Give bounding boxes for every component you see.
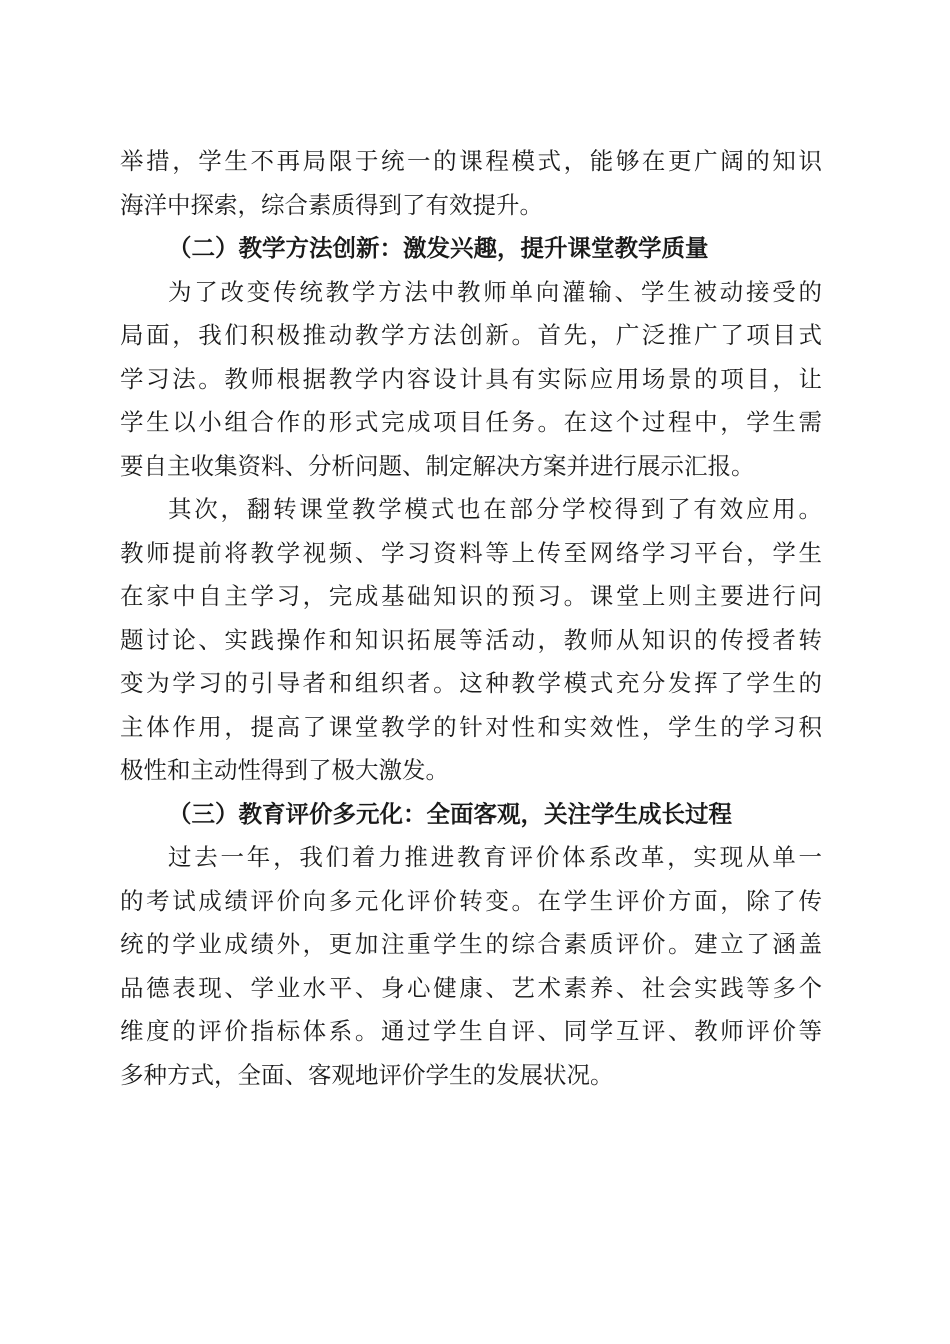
- paragraph-line: 的考试成绩评价向多元化评价转变。在学生评价方面，除了传: [120, 886, 822, 915]
- paragraph-line: 过去一年，我们着力推进教育评价体系改革，实现从单一: [168, 843, 822, 871]
- paragraph-line: 学习法。教师根据教学内容设计具有实际应用场景的项目，让: [120, 364, 822, 393]
- paragraph-line: 题讨论、实践操作和知识拓展等活动，教师从知识的传授者转: [120, 625, 822, 654]
- paragraph-line: 主体作用，提高了课堂教学的针对性和实效性，学生的学习积: [120, 712, 822, 741]
- paragraph-line: 海洋中探索，综合素质得到了有效提升。: [120, 190, 543, 219]
- paragraph-line: 为了改变传统教学方法中教师单向灌输、学生被动接受的: [168, 277, 822, 306]
- paragraph-line: 学生以小组合作的形式完成项目任务。在这个过程中，学生需: [120, 408, 822, 436]
- section-heading-3: （三）教育评价多元化：全面客观，关注学生成长过程: [168, 799, 732, 828]
- paragraph-line: 其次，翻转课堂教学模式也在部分学校得到了有效应用。: [168, 495, 822, 523]
- paragraph-line: 变为学习的引导者和组织者。这种教学模式充分发挥了学生的: [120, 669, 822, 697]
- paragraph-line: 教师提前将教学视频、学习资料等上传至网络学习平台，学生: [120, 538, 822, 567]
- section-heading-2: （二）教学方法创新：激发兴趣，提升课堂教学质量: [168, 234, 709, 262]
- paragraph-line: 在家中自主学习，完成基础知识的预习。课堂上则主要进行问: [120, 582, 822, 610]
- paragraph-line: 局面，我们积极推动教学方法创新。首先，广泛推广了项目式: [120, 321, 822, 349]
- document-body: [120, 140, 822, 1097]
- paragraph-line: 多种方式，全面、客观地评价学生的发展状况。: [120, 1060, 614, 1089]
- paragraph-line: 品德表现、学业水平、身心健康、艺术素养、社会实践等多个: [120, 973, 822, 1002]
- paragraph-line: 维度的评价指标体系。通过学生自评、同学互评、教师评价等: [120, 1017, 822, 1045]
- paragraph-line: 统的学业成绩外，更加注重学生的综合素质评价。建立了涵盖: [120, 930, 822, 958]
- paragraph-line: 要自主收集资料、分析问题、制定解决方案并进行展示汇报。: [120, 451, 755, 480]
- paragraph-line: 举措，学生不再局限于统一的课程模式，能够在更广阔的知识: [120, 147, 822, 175]
- paragraph-line: 极性和主动性得到了极大激发。: [120, 756, 449, 784]
